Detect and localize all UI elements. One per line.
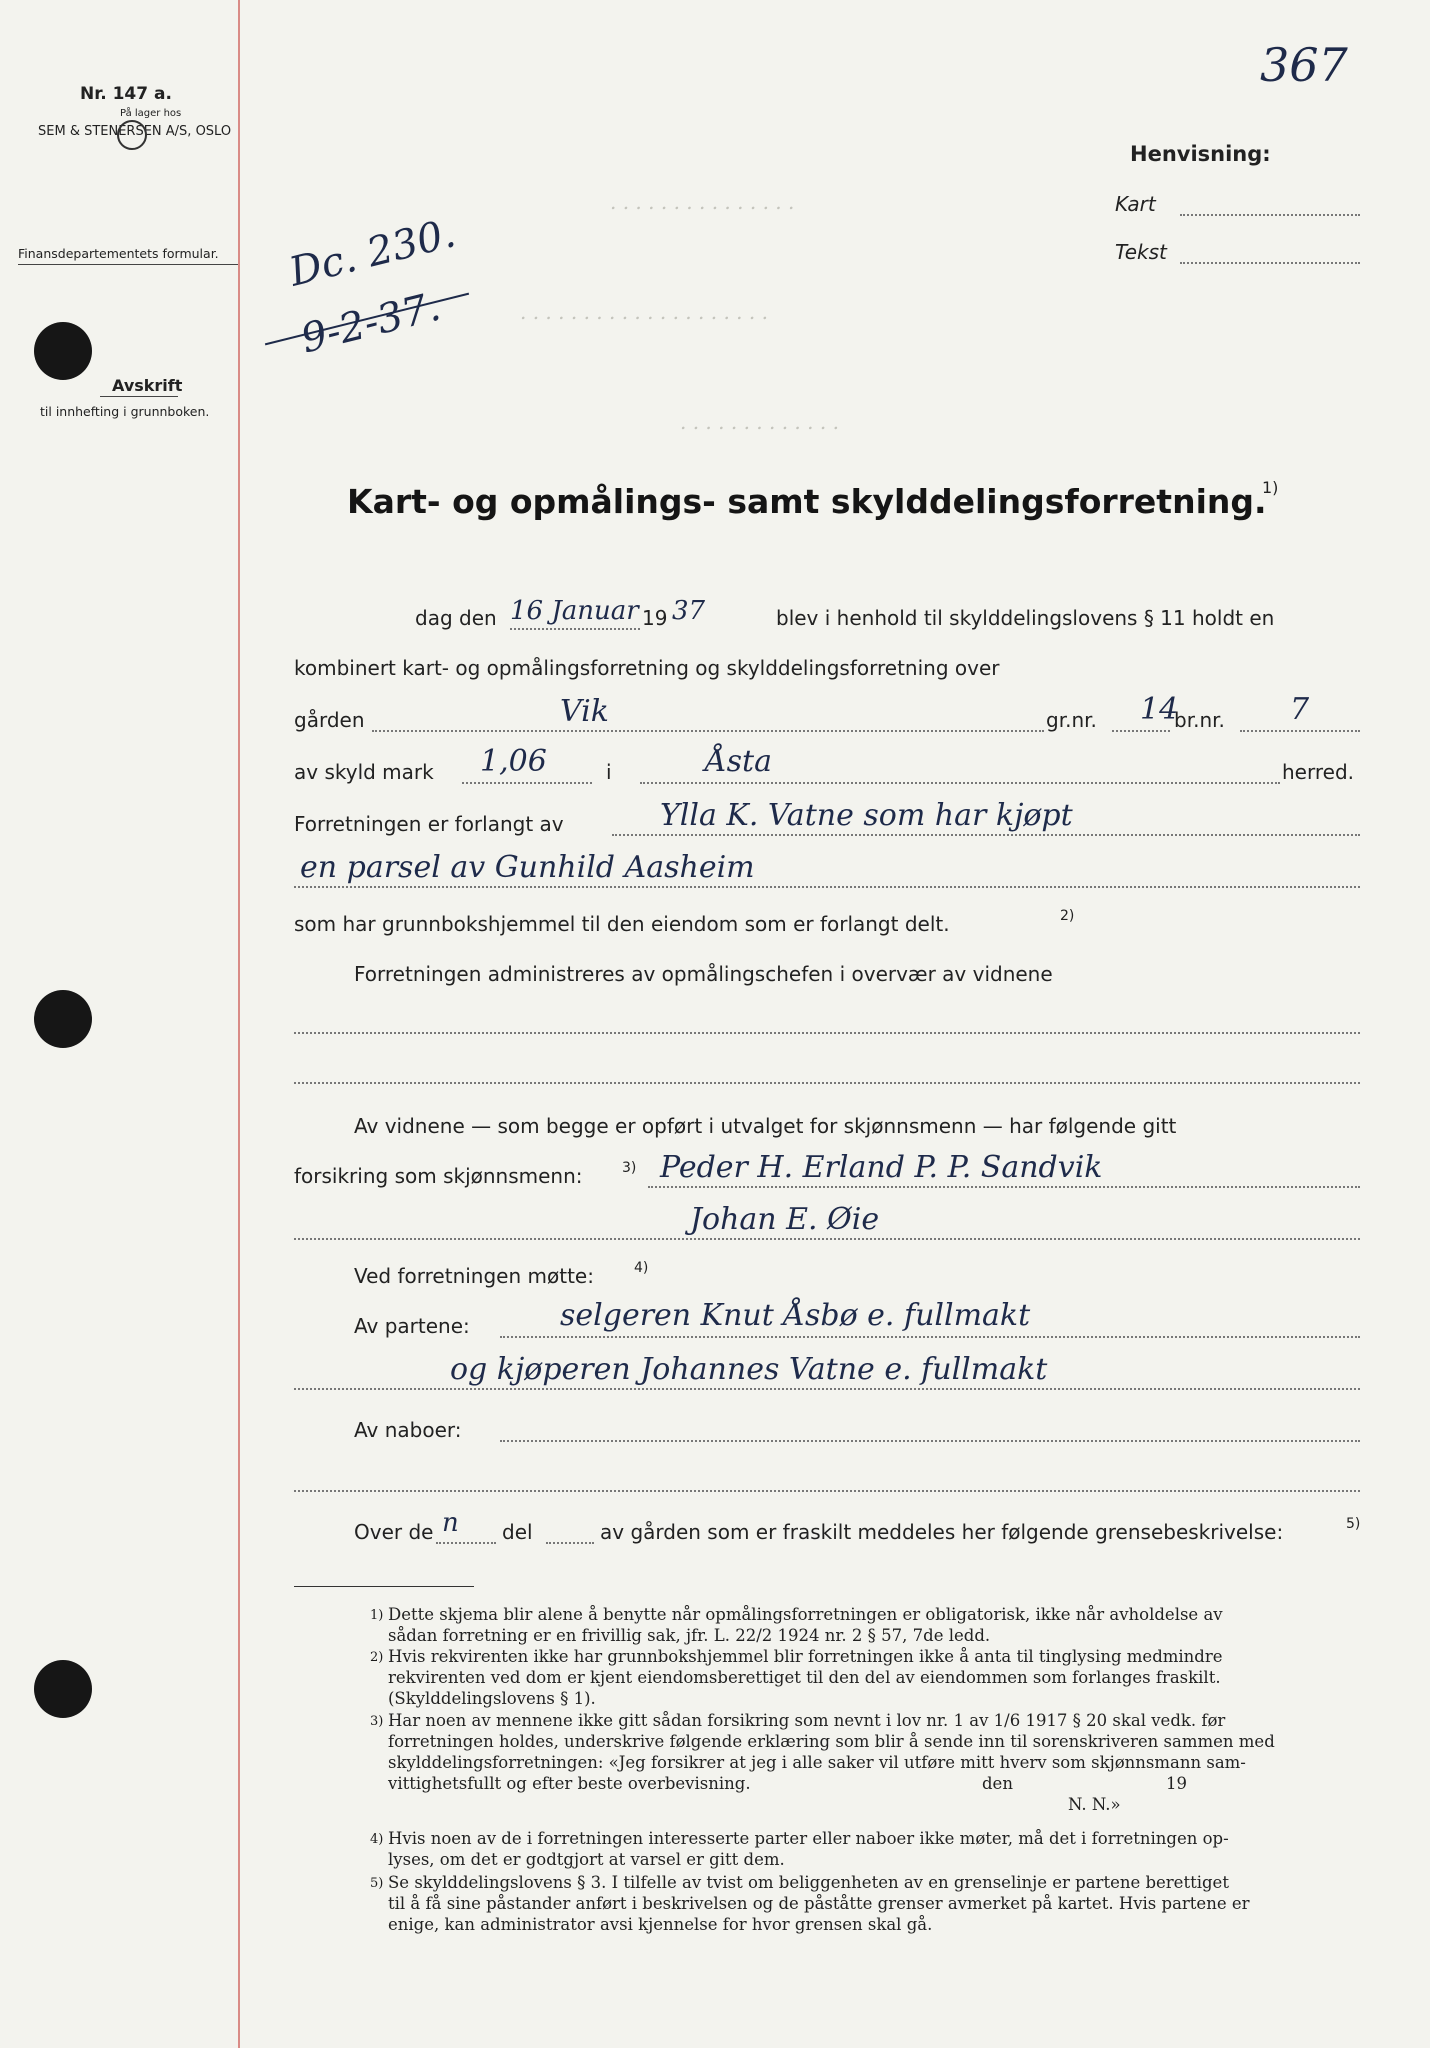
grnr-label: gr.nr. (1046, 708, 1097, 732)
footnote-line: Har noen av mennene ikke gitt sådan forsikring som nevnt i lov nr. 1 av 1/6 1917 § 20 skal vedk. før (388, 1711, 1226, 1730)
footnote-text (388, 1828, 1229, 1870)
footnote-line: Hvis noen av de i forretningen interesserte parter eller naboer ikke møter, må det i forretningen op- (388, 1829, 1229, 1848)
partene-line1 (500, 1336, 1360, 1338)
hw-over-fraction: n (442, 1508, 459, 1538)
printer-name: SEM & STENERSEN A/S, OSLO (38, 124, 232, 139)
punch-hole (34, 990, 92, 1048)
footnote-line: sådan forretning er en frivillig sak, jfr. L. 22/2 1924 nr. 2 § 57, 7de ledd. (388, 1626, 991, 1645)
footnote-text (388, 1604, 1223, 1646)
skyld-label: av skyld mark (294, 760, 434, 784)
footnote-line: skylddelingsforretningen: «Jeg forsikrer at jeg i alle saker vil utføre mitt hverv som skjønnsmann sam- (388, 1753, 1246, 1772)
vidnene-line2 (294, 1238, 1360, 1240)
footnote-number: 3) (370, 1714, 384, 1729)
over-footnote-mark: 5) (1346, 1516, 1361, 1532)
reference-heading: Henvisning: (1130, 142, 1271, 166)
over-prefix: Over de (354, 1520, 434, 1544)
stock-note: På lager hos (120, 108, 182, 119)
footnote-line: forretningen holdes, underskrive følgende erklæring som blir å sende inn til sorenskriveren sammen med (388, 1732, 1275, 1751)
partene-line2 (294, 1388, 1360, 1390)
footnote-year: 19 (1166, 1774, 1187, 1793)
page-number: 367 (1260, 38, 1348, 92)
footnote-line: enige, kan administrator avsi kjennelse for hvor grensen skal gå. (388, 1915, 933, 1934)
reference-kart-line (1180, 214, 1360, 216)
vidnene-text: Av vidnene — som begge er opført i utvalget for skjønnsmenn — har følgende gitt (354, 1114, 1177, 1138)
form-number: Nr. 147 a. (80, 84, 172, 104)
divider (18, 264, 238, 265)
ministry-label: Finansdepartementets formular. (18, 246, 219, 261)
naboer-line1 (500, 1440, 1360, 1442)
farm-label: gården (294, 708, 365, 732)
admin-text: Forretningen administreres av opmålingschefen i overvær av vidnene (354, 962, 1053, 986)
del-line (546, 1542, 594, 1544)
hw-year: 37 (672, 596, 706, 626)
vidnene-line1 (648, 1186, 1360, 1188)
skyld-i: i (606, 760, 612, 784)
punch-hole (34, 1660, 92, 1718)
archive-stamp-line2: 9-2-37. (296, 283, 446, 363)
partene-label: Av partene: (354, 1314, 470, 1338)
herred-label: herred. (1282, 760, 1354, 784)
title-footnote-mark: 1) (1262, 478, 1279, 497)
mote-label: Ved forretningen møtte: (354, 1264, 594, 1288)
skyld-line (462, 782, 592, 784)
footnote-line: (Skylddelingslovens § 1). (388, 1689, 596, 1708)
brnr-label: br.nr. (1174, 708, 1225, 732)
copy-label-subtitle: til innhefting i grunnboken. (40, 404, 210, 419)
naboer-line2 (294, 1490, 1360, 1492)
requested-line1 (612, 834, 1360, 836)
reference-kart-label: Kart (1115, 192, 1156, 216)
hw-vidnene-line2: Johan E. Øie (690, 1202, 880, 1237)
footnote-number: 2) (370, 1650, 384, 1665)
printer-logo-icon (117, 120, 147, 150)
hw-farm-name: Vik (560, 694, 609, 729)
brnr-line (1240, 730, 1360, 732)
hw-partene-line1: selgeren Knut Åsbø e. fullmakt (560, 1298, 1031, 1333)
footnote-line: Dette skjema blir alene å benytte når opmålingsforretningen er obligatorisk, ikke når avholdelse av (388, 1605, 1223, 1624)
place-line (640, 782, 1280, 784)
footnote-rule (294, 1586, 474, 1587)
archive-stamp-line1: Dc. 230. (284, 210, 461, 296)
hjemmel-text: som har grunnbokshjemmel til den eiendom som er forlangt delt. (294, 912, 950, 936)
hw-requested-line1: Ylla K. Vatne som har kjøpt (660, 798, 1073, 833)
footnote-den: den (982, 1774, 1013, 1793)
hw-vidnene-line1: Peder H. Erland P. P. Sandvik (660, 1150, 1103, 1185)
footnote-line: rekvirenten ved dom er kjent eiendomsberettiget til den del av eiendommen som forlanges fraskilt. (388, 1668, 1221, 1687)
hw-partene-line2: og kjøperen Johannes Vatne e. fullmakt (450, 1352, 1048, 1387)
footnote-number: 1) (370, 1608, 384, 1623)
footnote-line: N. N.» (1068, 1795, 1121, 1814)
date-prefix: dag den (415, 606, 497, 630)
forsikring-footnote-mark: 3) (622, 1160, 637, 1176)
over-text: av gården som er fraskilt meddeles her følgende grensebeskrivelse: (600, 1520, 1284, 1544)
footnote-line: lyses, om det er godtgjort at varsel er gitt dem. (388, 1850, 785, 1869)
footnote-text (388, 1710, 1275, 1815)
punch-hole (34, 322, 92, 380)
year-prefix: 19 (642, 606, 668, 630)
requested-label: Forretningen er forlangt av (294, 812, 564, 836)
reference-tekst-label: Tekst (1115, 240, 1167, 264)
hjemmel-footnote-mark: 2) (1060, 908, 1075, 924)
footnote-number: 5) (370, 1876, 384, 1891)
footnote-number: 4) (370, 1832, 384, 1847)
date-suffix: blev i henhold til skylddelingslovens § 11 holdt en (776, 606, 1275, 630)
document-title: Kart- og opmålings- samt skylddelingsforretning. (347, 482, 1267, 521)
hw-requested-line2: en parsel av Gunhild Aasheim (300, 850, 755, 885)
reference-tekst-line (1180, 262, 1360, 264)
forsikring-label: forsikring som skjønnsmenn: (294, 1164, 583, 1188)
divider (100, 396, 178, 397)
footnote-line: Se skylddelingslovens § 3. I tilfelle av tvist om beliggenheten av en grenselinje er partene berettiget (388, 1873, 1229, 1892)
witness-line1 (294, 1032, 1360, 1034)
combined-text: kombinert kart- og opmålingsforretning og skylddelingsforretning over (294, 656, 1000, 680)
margin-rule (238, 0, 240, 2048)
hw-date: 16 Januar (510, 596, 639, 626)
hw-grnr: 14 (1140, 692, 1179, 727)
hw-skyld-value: 1,06 (480, 744, 547, 779)
requested-line2 (294, 886, 1360, 888)
farm-line (372, 730, 1044, 732)
footnote-line: Hvis rekvirenten ikke har grunnbokshjemmel blir forretningen ikke å anta til tinglysing medmindre (388, 1647, 1223, 1666)
witness-line2 (294, 1082, 1360, 1084)
footnote-text (388, 1872, 1250, 1935)
del-label: del (502, 1520, 533, 1544)
copy-label-title: Avskrift (112, 376, 183, 395)
footnote-line: til å få sine påstander anført i beskrivelsen og de påståtte grenser avmerket på kartet. Hvis partene er (388, 1894, 1250, 1913)
footnote-line: vittighetsfullt og efter beste overbevisning. (388, 1774, 751, 1793)
footnote-text (388, 1646, 1223, 1709)
date-line (510, 628, 640, 630)
naboer-label: Av naboer: (354, 1418, 462, 1442)
mote-footnote-mark: 4) (634, 1260, 649, 1276)
grnr-line (1112, 730, 1170, 732)
fraction-line (436, 1542, 496, 1544)
hw-skyld-place: Åsta (705, 744, 773, 779)
hw-brnr: 7 (1290, 692, 1310, 727)
